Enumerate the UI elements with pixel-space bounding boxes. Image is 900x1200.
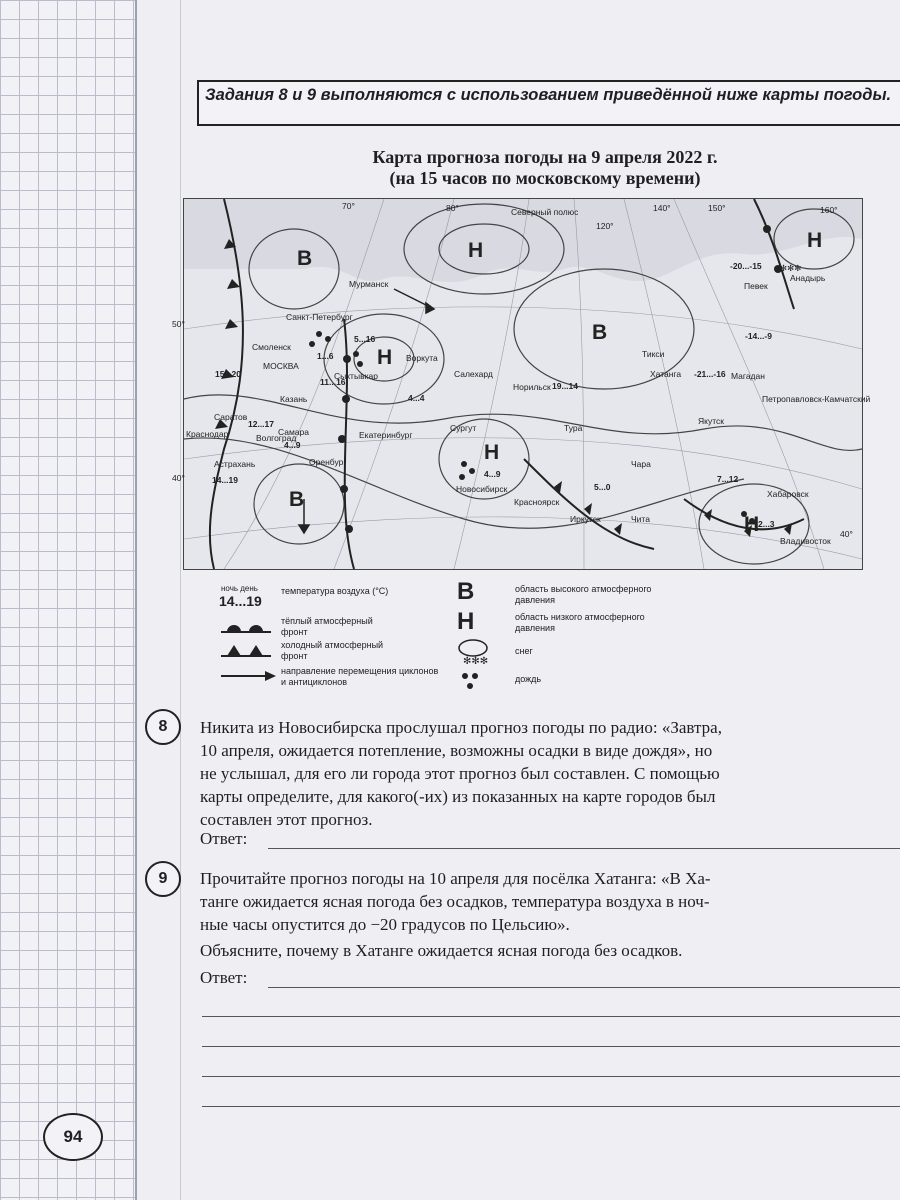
temperature-label: 15...20 [215, 369, 241, 379]
map-legend [183, 578, 861, 698]
city-label: Красноярск [514, 497, 560, 507]
temperature-label: 12...17 [248, 419, 274, 429]
legend-warm-front: тёплый атмосферный фронт [281, 616, 373, 637]
north-pole-label: Северный полюс [511, 207, 579, 217]
longitude-label: 140° [653, 203, 671, 213]
answer-line-8[interactable] [268, 848, 900, 849]
longitude-label: 70° [342, 201, 355, 211]
city-label: Оренбург [309, 457, 347, 467]
city-label: Салехард [454, 369, 493, 379]
city-label: Тура [564, 423, 583, 433]
city-label: Иркутск [570, 514, 601, 524]
q8-line: Никита из Новосибирска прослушал прогноз погоды по радио: «Завтра, [200, 718, 722, 737]
svg-text:✻✻✻: ✻✻✻ [463, 656, 489, 667]
svg-text:✻✻✻: ✻✻✻ [780, 263, 802, 273]
longitude-label: 150° [708, 203, 726, 213]
city-label: Волгоград [256, 433, 297, 443]
cold-front-icon [221, 642, 271, 658]
instruction-box [197, 80, 900, 126]
warm-front-icon [221, 618, 271, 634]
city-label: Тикси [642, 349, 665, 359]
city-label: Казань [280, 394, 308, 404]
q8-line: карты определите, для какого(-их) из показанных на карте городов был [200, 787, 716, 806]
city-label: Анадырь [790, 273, 826, 283]
city-label: Краснодар [186, 429, 229, 439]
city-label: Магадан [731, 371, 765, 381]
city-label: Саратов [214, 412, 248, 422]
temperature-label: 1...6 [317, 351, 334, 361]
legend-cold-front: холодный атмосферный фронт [281, 640, 384, 661]
temperature-label: 7...12 [717, 474, 739, 484]
low-pressure-label: Н [484, 441, 500, 464]
city-label: Певек [744, 281, 768, 291]
legend-high-symbol: В [457, 578, 475, 605]
legend-rain: дождь [515, 674, 542, 684]
temperature-label: -20...-15 [730, 261, 762, 271]
low-pressure-label: Н [468, 239, 484, 262]
graph-paper-margin [0, 0, 137, 1200]
legend-low-symbol: Н [457, 608, 475, 635]
city-label: Смоленск [252, 342, 291, 352]
legend-direction: направление перемещения циклонов и антициклонов [281, 666, 439, 687]
question-number-8: 8 [145, 709, 181, 745]
q8-line: 10 апреля, ожидается потепление, возможны осадки в виде дождя», но [200, 741, 713, 760]
answer-label-8: Ответ: [200, 829, 248, 848]
low-pressure-label: Н [744, 513, 760, 536]
high-pressure-label: В [289, 488, 305, 511]
answer-line-9[interactable] [202, 1016, 900, 1017]
temperature-label: 5...16 [354, 334, 376, 344]
answer-label-9: Ответ: [200, 968, 248, 987]
temperature-label: 4...4 [408, 393, 425, 403]
high-pressure-label: В [592, 321, 608, 344]
temperature-label: 2...3 [758, 519, 775, 529]
q8-line: составлен этот прогноз. [200, 810, 373, 829]
longitude-label: 160° [820, 205, 838, 215]
q8-line: не услышал, для его ли города этот прогноз был составлен. С помощью [200, 764, 720, 783]
city-label: Воркута [406, 353, 438, 363]
question-9-prompt: Объясните, почему в Хатанге ожидается ясная погода без осадков. [200, 941, 683, 960]
latitude-label: 50° [172, 319, 185, 329]
latitude-label: 40° [172, 473, 185, 483]
city-label: Новосибирск [456, 484, 508, 494]
low-pressure-label: Н [377, 346, 393, 369]
temperature-label: 4...9 [284, 440, 301, 450]
high-pressure-label: В [297, 247, 313, 270]
legend-high-label: область высокого атмосферного давления [515, 584, 652, 605]
arrow-icon [221, 670, 276, 682]
page-number: 94 [43, 1113, 103, 1161]
question-9-text [200, 867, 900, 936]
legend-temp-label: температура воздуха (°С) [281, 586, 389, 596]
city-label: Петропавловск-Камчатский [762, 394, 871, 404]
longitude-label: 80° [446, 203, 459, 213]
legend-night-day: ночь день [221, 584, 258, 593]
q9-line: ные часы опустится до −20 градусов по Цельсию». [200, 915, 570, 934]
temperature-label: -14...-9 [745, 331, 772, 341]
city-label: Якутск [698, 416, 724, 426]
weather-map [172, 198, 871, 570]
city-label: Сургут [450, 423, 477, 433]
q9-line: танге ожидается ясная погода без осадков, температура воздуха в ноч- [200, 892, 710, 911]
city-label: Мурманск [349, 279, 389, 289]
temperature-label: 5...0 [594, 482, 611, 492]
city-label: МОСКВА [263, 361, 299, 371]
answer-line-9[interactable] [268, 987, 900, 988]
temperature-label: 14...19 [212, 475, 238, 485]
city-label: Хабаровск [767, 489, 809, 499]
city-label: Чара [631, 459, 651, 469]
question-number-9: 9 [145, 861, 181, 897]
longitude-label: 120° [596, 221, 614, 231]
legend-temp-example: 14...19 [219, 593, 262, 609]
temperature-label: 11...16 [320, 377, 346, 387]
city-label: Астрахань [214, 459, 256, 469]
city-label: Чита [631, 514, 650, 524]
q9-line: Прочитайте прогноз погоды на 10 апреля для посёлка Хатанга: «В Ха- [200, 869, 711, 888]
instruction-text: Задания 8 и 9 выполняются с использованием приведённой ниже карты погоды. [205, 86, 892, 104]
city-label: Санкт-Петербург [286, 312, 353, 322]
city-label: Владивосток [780, 536, 831, 546]
margin-line [180, 0, 181, 1200]
city-label: Норильск [513, 382, 551, 392]
answer-line-9[interactable] [202, 1046, 900, 1047]
answer-line-9[interactable] [202, 1106, 900, 1107]
city-label: Хатанга [650, 369, 682, 379]
map-title-line2: (на 15 часов по московскому времени) [389, 168, 701, 188]
legend-low-label: область низкого атмосферного давления [515, 612, 645, 633]
city-label: Сыктывкар [334, 371, 378, 381]
latitude-label: 40° [840, 529, 853, 539]
temperature-label: 4...9 [484, 469, 501, 479]
question-8-text [200, 716, 900, 831]
answer-line-9[interactable] [202, 1076, 900, 1077]
snow-rain-icon [455, 638, 491, 692]
low-pressure-label: Н [807, 229, 823, 252]
city-label: Екатеринбург [359, 430, 413, 440]
legend-snow: снег [515, 646, 533, 656]
temperature-label: -21...-16 [694, 369, 726, 379]
temperature-label: 19...14 [552, 381, 578, 391]
map-title-line1: Карта прогноза погоды на 9 апреля 2022 г. [372, 147, 718, 167]
city-label: Самара [278, 427, 309, 437]
